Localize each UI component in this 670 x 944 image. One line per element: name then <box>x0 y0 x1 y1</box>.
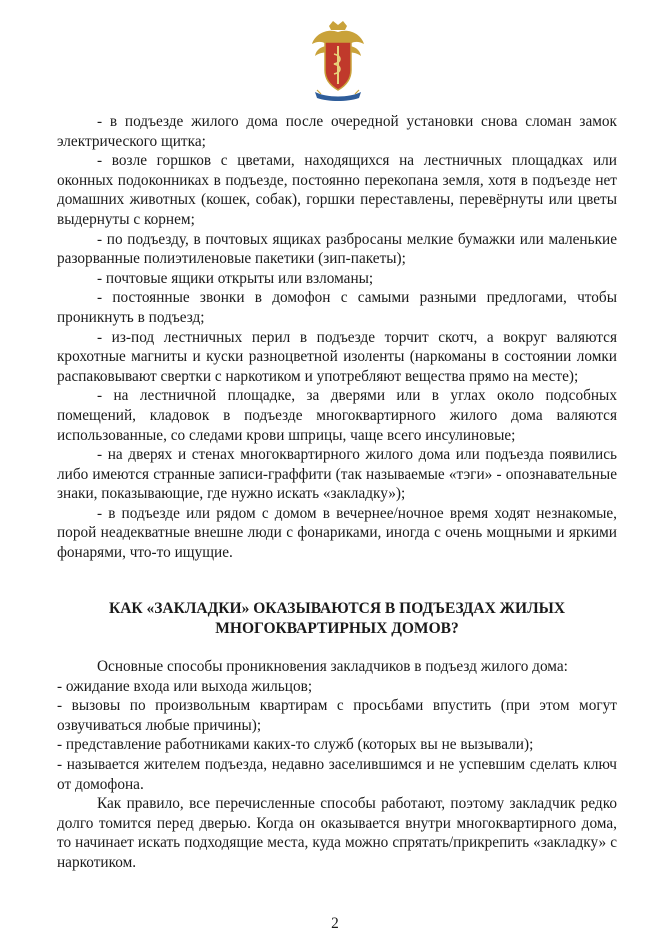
closing-paragraph: Как правило, все перечисленные способы работают, поэтому закладчик редко долго томится перед дверью. Когда он оказывается внутри многоквартирного дома, то начинает искать подходящие места, куда можно спрятать/прикрепить «закладку» с наркотиком. <box>57 795 617 871</box>
list-item: - ожидание входа или выхода жильцов; <box>57 677 313 695</box>
list-item: - на лестничной площадке, за дверями или в углах около подсобных помещений, кладовок в подъезде многоквартирного жилого дома валяются использованные, со следами крови шприцы, чаще всего инсулиновые; <box>57 387 617 444</box>
section-heading <box>57 599 617 638</box>
page-number: 2 <box>331 915 339 932</box>
indicators-list <box>57 112 617 563</box>
list-item: - в подъезде или рядом с домом в вечернее/ночное время ходят незнакомые, порой неадекватные внешне люди с фонариками, иногда с очень мощными и яркими фонарями, что-то ищущие. <box>57 504 617 562</box>
list-item: - на дверях и стенах многоквартирного жилого дома или подъезда появились либо имеются странные записи-граффити (так называемые «тэги» - опознавательные знаки, показывающие, где нужно искать «закладку»); <box>57 446 617 503</box>
section-heading-line: КАК «ЗАКЛАДКИ» ОКАЗЫВАЮТСЯ В ПОДЪЕЗДАХ ЖИЛЫХ <box>108 600 566 617</box>
list-item: - постоянные звонки в домофон с самыми разными предлогами, чтобы проникнуть в подъезд; <box>57 289 617 326</box>
list-item: - из-под лестничных перил в подъезде торчит скотч, а вокруг валяются крохотные магниты и куски разноцветной изоленты (наркоманы в состоянии ломки распаковывают свертки с наркотиком и употребляют вещества прямо на месте); <box>57 328 617 385</box>
list-item: - в подъезде жилого дома после очередной установки снова сломан замок электрического щитка; <box>57 113 617 150</box>
list-item: - вызовы по произвольным квартирам с просьбами впустить (при этом могут озвучиваться любые причины); <box>57 697 617 734</box>
section-heading-line: МНОГОКВАРТИРНЫХ ДОМОВ? <box>215 619 459 637</box>
methods-section <box>57 657 617 873</box>
list-item: - возле горшков с цветами, находящихся на лестничных площадках или оконных подоконниках в подъезде, постоянно перекопана земля, хотя в подъезде нет домашних животных (кошек, собак), горшки переставлены, перевёрнуты или цветы выдернуты с корнем; <box>57 152 617 228</box>
list-item: - называется жителем подъезда, недавно заселившимся и не успевшим сделать ключ от домофона. <box>57 755 617 793</box>
list-item: - почтовые ящики открыты или взломаны; <box>97 269 374 287</box>
police-emblem-icon <box>309 20 367 102</box>
section-intro: Основные способы проникновения закладчиков в подъезд жилого дома: <box>97 658 568 675</box>
list-item: - представление работниками каких-то служб (которых вы не вызывали); <box>57 736 534 754</box>
list-item: - по подъезду, в почтовых ящиках разбросаны мелкие бумажки или маленькие разорванные полиэтиленовые пакетики (зип-пакеты); <box>57 230 617 268</box>
